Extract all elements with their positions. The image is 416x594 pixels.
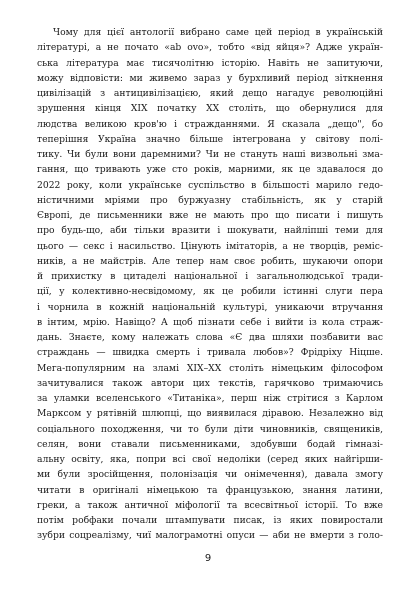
text-line: зачитувалися також автори цих текстів, гарячково тримаючись: [37, 377, 383, 389]
text-line: літературі, а не почато «ab ovo», тобто «від яйця»? Адже україн-: [37, 42, 383, 54]
text-line: ністичними мріями про буржуазну стабільність, як у старій: [37, 194, 383, 206]
text-line: альну освіту, яка, попри всі свої недоліки (серед яких найгірши-: [37, 454, 383, 465]
body-text: [37, 25, 383, 544]
text-line: Чому для цієї антології вибрано саме цей період в українській: [53, 27, 383, 38]
text-line: ська література має тисячолітню історію. Навіть не запитуючи,: [37, 57, 383, 69]
text-line: людства великою кров'ю і стражданнями. Я сказала „дещо", бо: [37, 118, 383, 130]
text-line: цього — секс і насильство. Цінують імітаторів, а не творців, реміс-: [37, 240, 383, 252]
text-line: читати в оригіналі німецькою та французькою, знання латини,: [37, 484, 383, 496]
text-line: ми були зросійщення, полонізація чи онімечення), давала змогу: [37, 469, 383, 481]
page-number: 9: [204, 553, 212, 564]
text-line: теперішня Україна значно більше інтегрована у світову полі-: [37, 133, 383, 145]
text-line: ників, а не майстрів. Але тепер нам своє робить, шукаючи опори: [37, 255, 383, 267]
text-line: тику. Чи були вони даремними? Чи не стануть наші визвольні зма-: [37, 149, 383, 160]
text-line: страждань — швидка смерть і тривала любов»? Фрідріху Ніцше.: [37, 347, 383, 359]
text-line: зубри соцреалізму, чиї малограмотні опуси — аби не вмерти з голо-: [37, 530, 383, 542]
text-line: за уламки вселенського «Титаніка», перш ніж стрітися з Карлом: [37, 393, 383, 404]
text-line: Марксом у рятівній шлюпці, що виявилася діравою. Незалежно від: [37, 408, 383, 420]
text-line: греки, а також античної міфології та всесвітньої історії. То вже: [37, 499, 383, 511]
text-line: Європі, де письменники вже не мають про що писати і пишуть: [37, 210, 383, 221]
text-line: й прихистку в цитаделі національної і загальнолюдської тради-: [37, 271, 383, 282]
text-line: і чорнила в кожній національній культурі, уникаючи втручання: [37, 301, 383, 313]
text-line: ції, у колективно-несвідомому, як це робили істинні слуги пера: [37, 286, 383, 298]
text-line: 2022 року, коли українське суспільство в більшості марило гедо-: [37, 179, 383, 191]
text-line: цивілізацій з антицивілізацією, який дещо нагадує революційні: [37, 88, 383, 99]
text-line: Мега-популярним на зламі XIX–XX століть німецьким філософом: [37, 362, 383, 374]
text-line: дань. Знаєте, кому належать слова «Є два шляхи позбавити вас: [37, 332, 383, 343]
text-line: селян, вони ставали письменниками, здобувши бодай гімназі-: [37, 438, 383, 450]
text-line: гання, що тривають уже сто років, марними, як це здавалося до: [37, 164, 383, 176]
text-line: в інтим, мрію. Навіщо? А щоб пізнати себе і вийти із кола страж-: [37, 316, 383, 328]
text-line: про будь-що, аби тільки вразити і шокувати, найліпші теми для: [37, 225, 383, 237]
text-line: можу відповісти: ми живемо зараз у бурхливий період зіткнення: [37, 72, 383, 84]
text-line: потім робфаки почали штампувати писак, із яких повиростали: [37, 515, 383, 526]
text-line: соціального походження, чи то були діти чиновників, священиків,: [37, 423, 383, 435]
text-line: зрушення кінця XIX початку XX століть, що обернулися для: [37, 103, 383, 115]
